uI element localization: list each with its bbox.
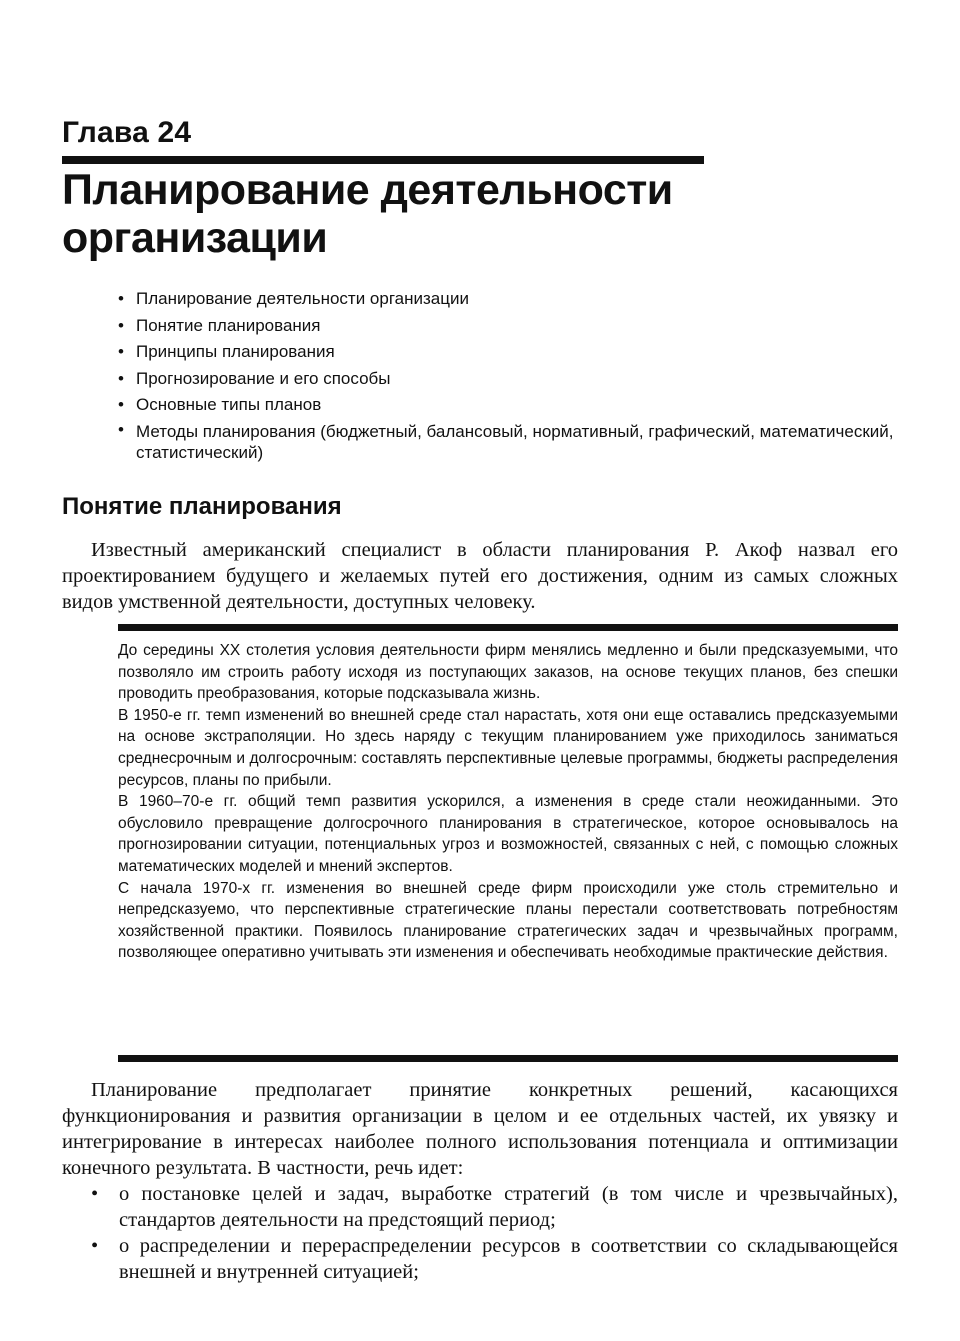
body-bullet-list xyxy=(91,1181,898,1285)
sidebar-paragraph: С начала 1970-х гг. изменения во внешней среде фирм происходили уже столь стремительно и непредсказуемо, что перспективные стратегические планы перестали соответствовать потребностям хозяйственной практики. Появилось планирование стратегических задач и чрезвычайных программ, позволяющее оперативно учитывать эти изменения и обеспечивать необходимые практические действия. xyxy=(118,879,898,962)
bullet-icon: • xyxy=(118,342,124,361)
bullet-icon: • xyxy=(91,1183,99,1205)
chapter-title: Планирование деятельности организации xyxy=(62,166,673,262)
chapter-topics-list xyxy=(118,286,898,463)
chapter-rule xyxy=(62,156,704,164)
bullet-icon: • xyxy=(118,419,124,439)
book-page xyxy=(62,0,898,1341)
topic-item: • Понятие планирования xyxy=(118,313,898,340)
sidebar-paragraph: До середины XX столетия условия деятельности фирм менялись медленно и были предсказуемыми, что позволяло им строить работу исходя из поступающих заказов, на основе текущих планов, без спешки проводить преобразования, которые подсказывала жизнь. xyxy=(118,642,898,703)
sidebar-paragraph: В 1950-е гг. темп изменений во внешней среде стал нарастать, хотя они еще оставались предсказуемыми на основе экстраполяции. Но здесь наряду с текущим планированием уже приходилось заниматься среднесрочным и долгосрочным: составлять перспективные целевые программы, бюджеты распределения ресурсов, планы по прибыли. xyxy=(118,706,898,789)
bullet-icon: • xyxy=(118,289,124,308)
topic-item: • Основные типы планов xyxy=(118,392,898,419)
sidebar-top-rule xyxy=(118,624,898,631)
topic-item: • Планирование деятельности организации xyxy=(118,286,898,313)
body-paragraph: Планирование предполагает принятие конкретных решений, касающихся функционирования и развития организации в целом и ее отдельных частей, их увязку и интегрирование в интересах наиболее полного использования потенциала и оптимизации конечного результата. В частности, речь идет: xyxy=(62,1079,898,1179)
topic-item: • Методы планирования (бюджетный, балансовый, нормативный, графический, математический, статистический) xyxy=(118,419,894,462)
bullet-icon: • xyxy=(118,368,124,388)
topic-item: • Принципы планирования xyxy=(118,339,898,366)
chapter-label: Глава 24 xyxy=(62,116,192,149)
bullet-icon: • xyxy=(118,315,124,335)
topic-item: • Прогнозирование и его способы xyxy=(118,366,898,393)
intro-paragraph: Известный американский специалист в области планирования Р. Акоф назвал его проектированием будущего и желаемых путей его достижения, одним из самых сложных видов умственной деятельности, доступных человеку. xyxy=(62,539,898,613)
section-title: Понятие планирования xyxy=(62,493,342,520)
history-sidebar xyxy=(118,640,898,964)
sidebar-paragraph: В 1960–70-е гг. общий темп развития ускорился, а изменения в среде стали неожиданными. Это обусловило превращение долгосрочного планирования в стратегическое, которое основывалось на прогнозировании ситуации, потенциальных угроз и возможностей, связанных с ней, с помощью сложных математических моделей и мнений экспертов. xyxy=(118,793,898,875)
bullet-icon: • xyxy=(91,1235,99,1257)
bullet-icon: • xyxy=(118,395,124,414)
body-bullet-item: • о постановке целей и задач, выработке стратегий (в том числе и чрезвычайных), стандартов деятельности на предстоящий период; xyxy=(91,1183,898,1231)
sidebar-bottom-rule xyxy=(118,1055,898,1062)
body-bullet-item: • о распределении и перераспределении ресурсов в соответствии со складывающейся внешней и внутренней ситуацией; xyxy=(91,1235,898,1283)
